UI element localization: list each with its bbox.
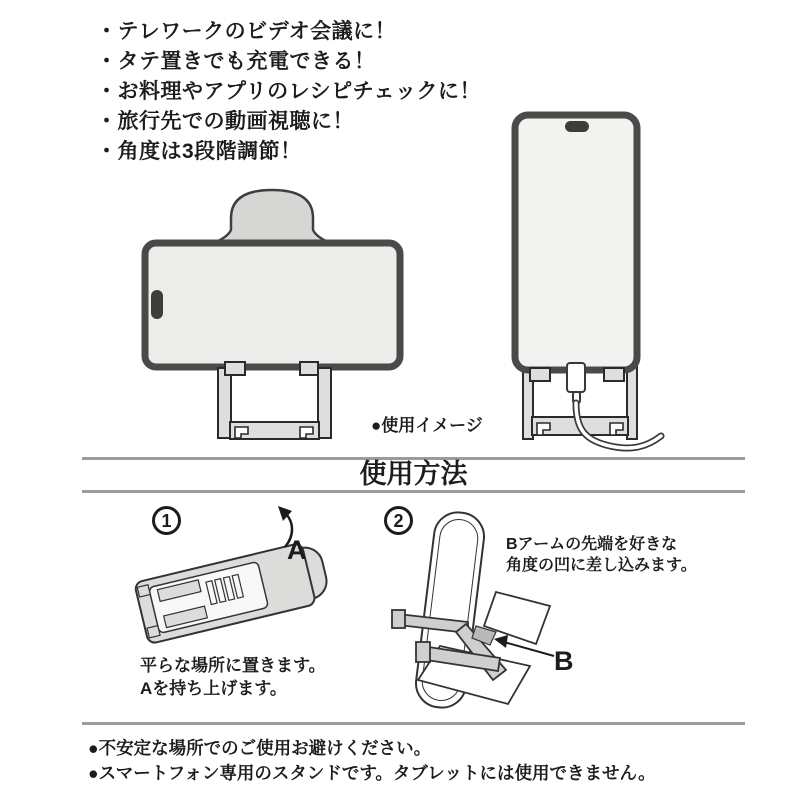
b-pointer-arrow-head-icon (494, 635, 508, 648)
feature-item-telework: ・テレワークのビデオ会議に！ (96, 20, 397, 43)
b-pointer-arrow-icon (504, 642, 554, 656)
person-silhouette-icon (204, 190, 340, 246)
landscape-usage-illustration (130, 186, 420, 448)
feature-list (96, 17, 481, 167)
step-2-caption-line2: 角度の凹に差し込みます。 (506, 557, 697, 574)
part-b-label: B (554, 646, 574, 676)
b-arm-upper-tip (392, 610, 405, 628)
stand-front-view (218, 362, 331, 439)
step-2-caption-line1: Bアームの先端を好きな (506, 536, 678, 553)
caution-note-smartphone-only: ●スマートフォン専用のスタンドです。タブレットには使用できません。 (88, 763, 656, 783)
divider-line (82, 490, 745, 493)
usage-image-label: ●使用イメージ (371, 416, 483, 435)
part-a-label: A (287, 535, 307, 565)
portrait-charging-illustration (500, 106, 670, 458)
step-2-illustration (378, 498, 608, 718)
step-1-caption-line1: 平らな場所に置きます。 (140, 656, 326, 675)
section-title: 使用方法 (359, 459, 468, 489)
step-1-caption (140, 654, 326, 700)
camera-icon (151, 290, 163, 319)
feature-item-angle: ・角度は3段階調節！ (96, 140, 302, 163)
landscape-phone-drawing (130, 186, 420, 448)
feature-item-charging: ・タテ置きでも充電できる！ (96, 50, 376, 73)
caution-note-stability: ●不安定な場所でのご使用お避けください。 (88, 738, 432, 758)
charging-plug (567, 363, 585, 392)
step-1-caption-line2: Aを持ち上げます。 (140, 679, 287, 698)
portrait-phone-drawing (500, 106, 670, 458)
step-2-number-text: 2 (393, 510, 404, 531)
stand-assembled-drawing (378, 498, 608, 718)
phone-landscape-body (145, 243, 400, 367)
camera-notch-icon (565, 121, 589, 132)
feature-item-recipe: ・お料理やアプリのレシピチェックに！ (96, 80, 482, 103)
step-1-number-text: 1 (161, 510, 172, 531)
phone-portrait-body (515, 115, 637, 370)
feature-item-travel: ・旅行先での動画視聴に！ (96, 110, 354, 133)
divider-line (82, 722, 745, 725)
caution-notes (88, 736, 656, 786)
step-2-caption (506, 534, 697, 576)
b-arm-lower-tip (416, 642, 430, 662)
